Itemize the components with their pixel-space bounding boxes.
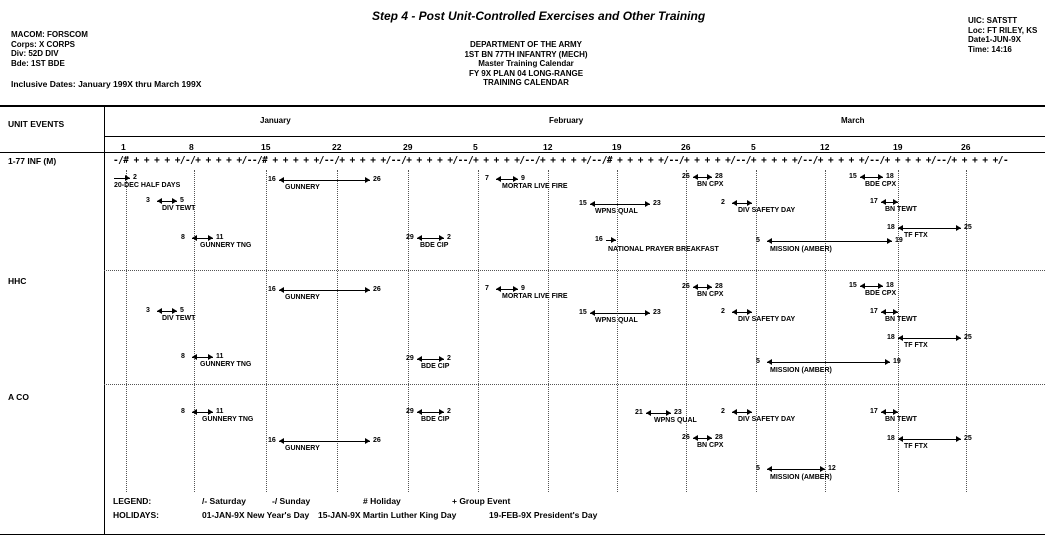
arrow-left-head (767, 466, 772, 472)
event-end-day: 25 (964, 334, 972, 341)
arrow-left-head (192, 409, 197, 415)
event-start-day: 2 (721, 408, 725, 415)
event-start-day: 3 (146, 307, 150, 314)
event-start-day: 3 (146, 197, 150, 204)
arrow-right-head (208, 354, 213, 360)
department-header (0, 40, 1052, 88)
event-end-day: 26 (373, 437, 381, 444)
arrow-right-head (439, 409, 444, 415)
holiday-3: 19-FEB-9X President's Day (489, 510, 598, 520)
event-label: MORTAR LIVE FIRE (502, 293, 568, 300)
event-label: BN CPX (697, 442, 724, 449)
event-start-day: 29 (406, 355, 414, 362)
month-february: February (549, 116, 584, 125)
week-gridline (756, 170, 757, 492)
event-start-day: 15 (849, 173, 857, 180)
event-end-day: 25 (964, 224, 972, 231)
arrow-right-head (513, 286, 518, 292)
unit-label-hhc: HHC (8, 276, 27, 286)
event-end-day: 9 (521, 285, 525, 292)
unit-row-separator (104, 270, 1045, 271)
event-label: DIV TEWT (162, 315, 196, 322)
event-label: 20-DEC HALF DAYS (114, 182, 181, 189)
event-label: BN TEWT (885, 316, 917, 323)
event-label: WPNS QUAL (595, 208, 638, 215)
event-end-day: 28 (715, 173, 723, 180)
event-span-arrow (767, 469, 825, 470)
div-text: Div: 52D DIV (11, 49, 59, 58)
day-label: 26 (681, 142, 691, 152)
macom-text: MACOM: FORSCOM (11, 30, 88, 39)
event-end-day: 2 (133, 174, 137, 181)
event-start-day: 15 (849, 282, 857, 289)
arrow-right-head (439, 235, 444, 241)
unit-label-1-77: 1-77 INF (M) (8, 156, 57, 166)
arrow-right-head (820, 466, 825, 472)
dept-line5: TRAINING CALENDAR (483, 78, 569, 87)
event-start-day: 16 (268, 286, 276, 293)
arrow-right-head (707, 284, 712, 290)
event-label: BN CPX (697, 181, 724, 188)
month-january: January (260, 116, 291, 125)
event-end-day: 28 (715, 283, 723, 290)
arrow-left-head (693, 284, 698, 290)
event-label: MISSION (AMBER) (770, 367, 832, 374)
arrow-right-head (956, 225, 961, 231)
event-end-day: 5 (180, 197, 184, 204)
arrow-left-head (767, 359, 772, 365)
event-start-day: 18 (887, 334, 895, 341)
arrow-right-head (747, 309, 752, 315)
arrow-left-head (693, 174, 698, 180)
holidays-title: HOLIDAYS: (113, 510, 159, 520)
day-label: 5 (751, 142, 756, 152)
event-start-day: 2 (721, 199, 725, 206)
arrow-left-head (732, 409, 737, 415)
event-end-day: 2 (447, 355, 451, 362)
legend-title: LEGEND: (113, 496, 152, 506)
arrow-right-head (365, 438, 370, 444)
event-label: MORTAR LIVE FIRE (502, 183, 568, 190)
event-start-day: 17 (870, 198, 878, 205)
event-start-day: 16 (268, 437, 276, 444)
unit-label-a-co: A CO (8, 392, 29, 402)
arrow-left-head (881, 309, 886, 315)
arrow-right-head (645, 310, 650, 316)
event-label: DIV TEWT (162, 205, 196, 212)
table-top-border (0, 105, 1045, 107)
event-label: BN TEWT (885, 206, 917, 213)
dept-line3: Master Training Calendar (478, 59, 574, 68)
arrow-left-head (881, 409, 886, 415)
event-start-day: 18 (887, 435, 895, 442)
event-start-day: 21 (635, 409, 643, 416)
dept-line4: FY 9X PLAN 04 LONG-RANGE (468, 68, 584, 78)
week-gridline (825, 170, 826, 492)
week-gridline (898, 170, 899, 492)
event-start-day: 7 (485, 285, 489, 292)
month-march: March (841, 116, 865, 125)
event-start-day: 29 (406, 234, 414, 241)
arrow-right-head (747, 409, 752, 415)
event-start-day: 2 (721, 308, 725, 315)
arrow-right-head (208, 409, 213, 415)
event-end-day: 23 (653, 200, 661, 207)
arrow-right-head (611, 237, 616, 243)
arrow-right-head (887, 238, 892, 244)
unit-row-separator (104, 384, 1045, 385)
event-label: WPNS QUAL (595, 317, 638, 324)
holiday-1: 01-JAN-9X New Year's Day (202, 510, 310, 520)
event-label: TF FTX (904, 443, 928, 450)
event-label: BDE CPX (865, 290, 897, 297)
week-gridline (548, 170, 549, 492)
event-label: BDE CIP (421, 363, 450, 370)
event-end-day: 2 (447, 234, 451, 241)
arrow-left-head (732, 309, 737, 315)
uic-info (968, 16, 1037, 54)
event-end-day: 28 (715, 434, 723, 441)
arrow-right-head (513, 176, 518, 182)
arrow-left-head (860, 283, 865, 289)
unit-column-divider (104, 105, 105, 535)
event-start-day: 29 (406, 408, 414, 415)
event-end-day: 18 (886, 173, 894, 180)
holiday-2: 15-JAN-9X Martin Luther King Day (318, 510, 457, 520)
header-divider (0, 152, 1045, 153)
corps-text: Corps: X CORPS (11, 39, 76, 49)
week-gridline (617, 170, 618, 492)
day-label: 1 (121, 142, 126, 152)
event-start-day: 5 (756, 465, 760, 472)
day-label: 29 (403, 142, 413, 152)
event-start-day: 15 (579, 200, 587, 207)
event-end-day: 11 (216, 353, 224, 360)
event-label: GUNNERY TNG (202, 416, 254, 423)
date-text: Date1-JUN-9X (968, 35, 1021, 44)
arrow-right-head (707, 174, 712, 180)
event-span-arrow (590, 204, 650, 205)
event-end-day: 12 (828, 465, 836, 472)
week-gridline (966, 170, 967, 492)
event-span-arrow (279, 180, 370, 181)
event-start-day: 5 (756, 358, 760, 365)
arrow-right-head (707, 435, 712, 441)
event-start-day: 17 (870, 308, 878, 315)
week-gridline (194, 170, 195, 492)
event-end-day: 23 (674, 409, 682, 416)
month-divider (104, 136, 1045, 137)
table-bottom-border (0, 534, 1045, 535)
legend-group-event: + Group Event (452, 496, 511, 506)
dept-line1: DEPARTMENT OF THE ARMY (470, 40, 582, 49)
day-label: 12 (543, 142, 553, 152)
legend-sunday: -/ Sunday (272, 496, 311, 506)
event-start-day: 8 (181, 408, 185, 415)
week-gridline (337, 170, 338, 492)
event-start-day: 17 (870, 408, 878, 415)
arrow-left-head (496, 286, 501, 292)
event-label: DIV SAFETY DAY (738, 416, 796, 423)
event-label: GUNNERY (285, 184, 320, 191)
event-span-arrow (767, 241, 892, 242)
arrow-left-head (279, 287, 284, 293)
event-end-day: 26 (373, 176, 381, 183)
arrow-right-head (666, 410, 671, 416)
day-label: 15 (261, 142, 271, 152)
day-label: 12 (820, 142, 830, 152)
arrow-left-head (417, 356, 422, 362)
week-gridline (478, 170, 479, 492)
event-end-day: 11 (216, 234, 224, 241)
arrow-right-head (747, 200, 752, 206)
week-gridline (266, 170, 267, 492)
arrow-right-head (125, 175, 130, 181)
event-end-day: 5 (180, 307, 184, 314)
arrow-left-head (279, 177, 284, 183)
event-label: BN TEWT (885, 416, 917, 423)
event-label: BDE CIP (420, 242, 449, 249)
arrow-left-head (157, 198, 162, 204)
legend-saturday: /- Saturday (202, 496, 246, 506)
event-span-arrow (590, 313, 650, 314)
event-label: GUNNERY (285, 445, 320, 452)
event-label: DIV SAFETY DAY (738, 316, 796, 323)
day-label: 5 (473, 142, 478, 152)
arrow-right-head (439, 356, 444, 362)
event-label: TF FTX (904, 342, 928, 349)
event-end-day: 11 (216, 408, 224, 415)
day-label: 8 (189, 142, 194, 152)
arrow-left-head (279, 438, 284, 444)
event-end-day: 9 (521, 175, 525, 182)
arrow-left-head (860, 174, 865, 180)
arrow-right-head (172, 198, 177, 204)
uic-text: UIC: SATSTT (968, 16, 1018, 25)
page-title: Step 4 - Post Unit-Controlled Exercises and Other Training (372, 9, 706, 23)
loc-text: Loc: FT RILEY, KS (968, 25, 1038, 35)
arrow-right-head (956, 436, 961, 442)
arrow-left-head (693, 435, 698, 441)
event-span-arrow (898, 228, 961, 229)
inclusive-dates: Inclusive Dates: January 199X thru March 199X (11, 79, 202, 89)
event-start-day: 16 (268, 176, 276, 183)
day-label: 26 (961, 142, 971, 152)
arrow-left-head (417, 235, 422, 241)
arrow-right-head (365, 287, 370, 293)
event-label: DIV SAFETY DAY (738, 207, 796, 214)
event-label: GUNNERY TNG (200, 361, 252, 368)
arrow-left-head (898, 225, 903, 231)
arrow-left-head (417, 409, 422, 415)
event-start-day: 8 (181, 234, 185, 241)
arrow-right-head (645, 201, 650, 207)
event-start-day: 7 (485, 175, 489, 182)
event-end-day: 19 (895, 237, 903, 244)
arrow-right-head (893, 199, 898, 205)
arrow-left-head (767, 238, 772, 244)
legend-holiday: # Holiday (363, 496, 401, 506)
arrow-right-head (956, 335, 961, 341)
event-end-day: 26 (373, 286, 381, 293)
bde-text: Bde: 1ST BDE (11, 58, 65, 68)
arrow-right-head (885, 359, 890, 365)
event-end-day: 25 (964, 435, 972, 442)
event-label: TF FTX (904, 232, 928, 239)
event-end-day: 18 (886, 282, 894, 289)
arrow-left-head (192, 235, 197, 241)
event-end-day: 2 (447, 408, 451, 415)
column-header: UNIT EVENTS (8, 119, 65, 129)
day-label: 19 (612, 142, 622, 152)
arrow-left-head (590, 201, 595, 207)
event-label: BDE CPX (865, 181, 897, 188)
event-label: BDE CIP (421, 416, 450, 423)
event-start-day: 8 (181, 353, 185, 360)
event-span-arrow (279, 441, 370, 442)
time-text: Time: 14:16 (968, 44, 1012, 54)
event-start-day: 26 (682, 173, 690, 180)
event-start-day: 15 (579, 309, 587, 316)
arrow-left-head (590, 310, 595, 316)
tick-row: -/# + + + + +/-/+ + + + +/--/# + + + + +/--/+ + + + +/--/+ + + + +/--/+ + + + +/--/+ + + + +/--/# + + + + +/--/+ + + + +/--/+ + + + +/--/+ + + + +/--/+ + + + +/--/+ + + + +/- (113, 155, 1009, 166)
event-label: MISSION (AMBER) (770, 246, 832, 253)
arrow-left-head (898, 436, 903, 442)
event-start-day: 18 (887, 224, 895, 231)
event-label: GUNNERY TNG (200, 242, 252, 249)
event-label: MISSION (AMBER) (770, 474, 832, 481)
day-label: 19 (893, 142, 903, 152)
dept-line2: 1ST BN 77TH INFANTRY (MECH) (464, 49, 588, 59)
week-gridline (408, 170, 409, 492)
arrow-right-head (365, 177, 370, 183)
week-gridline (126, 170, 127, 492)
arrow-right-head (208, 235, 213, 241)
event-start-day: 16 (595, 236, 603, 243)
event-span-arrow (767, 362, 890, 363)
event-label: BN CPX (697, 291, 724, 298)
event-start-day: 26 (682, 283, 690, 290)
arrow-right-head (172, 308, 177, 314)
event-span-arrow (898, 439, 961, 440)
event-label: NATIONAL PRAYER BREAKFAST (608, 246, 719, 253)
arrow-left-head (192, 354, 197, 360)
arrow-right-head (878, 174, 883, 180)
week-gridline (686, 170, 687, 492)
day-label: 22 (332, 142, 342, 152)
event-span-arrow (898, 338, 961, 339)
arrow-left-head (496, 176, 501, 182)
event-label: GUNNERY (285, 294, 320, 301)
event-label: WPNS QUAL (654, 417, 697, 424)
event-span-arrow (279, 290, 370, 291)
arrow-left-head (646, 410, 651, 416)
event-end-day: 23 (653, 309, 661, 316)
event-end-day: 19 (893, 358, 901, 365)
arrow-left-head (898, 335, 903, 341)
arrow-left-head (732, 200, 737, 206)
arrow-left-head (881, 199, 886, 205)
event-start-day: 26 (682, 434, 690, 441)
event-start-day: 5 (756, 237, 760, 244)
arrow-left-head (157, 308, 162, 314)
arrow-right-head (893, 409, 898, 415)
arrow-right-head (893, 309, 898, 315)
arrow-right-head (878, 283, 883, 289)
